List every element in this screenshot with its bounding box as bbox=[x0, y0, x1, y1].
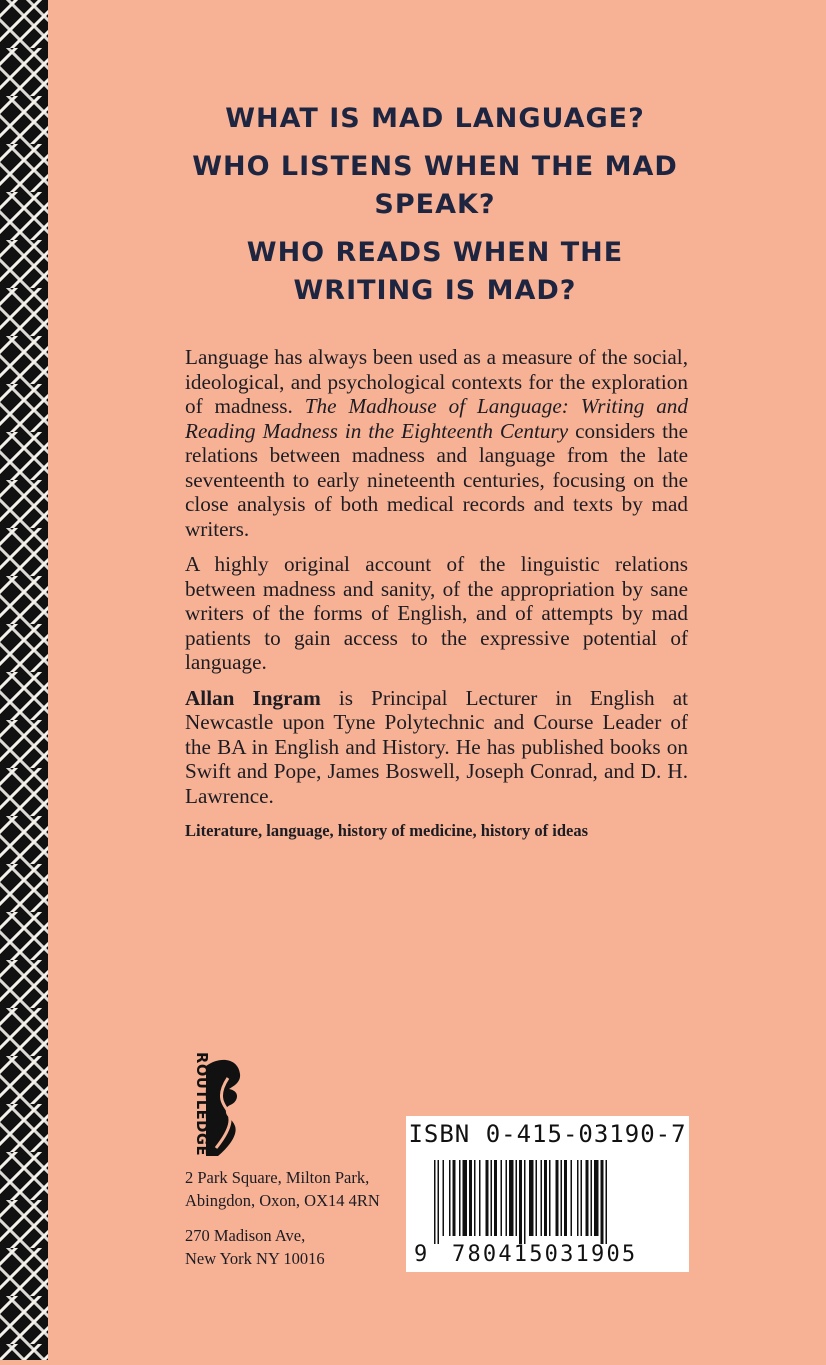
barcode-bar bbox=[556, 1160, 559, 1236]
barcode-bar bbox=[494, 1160, 497, 1236]
isbn-barcode-box bbox=[406, 1116, 689, 1272]
barcode-bar bbox=[501, 1160, 503, 1236]
address-us bbox=[185, 1224, 415, 1270]
svg-text:ROUTLEDGE: ROUTLEDGE bbox=[193, 1052, 211, 1159]
publisher-addresses bbox=[185, 1166, 415, 1282]
barcode-bar bbox=[541, 1160, 543, 1236]
barcode-bar bbox=[438, 1160, 440, 1244]
ean-digits: 780415031905 bbox=[452, 1242, 638, 1267]
barcode-bar bbox=[561, 1160, 563, 1236]
author-bio-text: is Principal Lecturer in English at Newcastle upon Tyne Polytechnic and Course Leader of the BA in English and History. He has published books on Swift and Pope, James Boswell, Joseph Conrad, and D. H. Lawrence. bbox=[185, 685, 688, 808]
address-line: Abingdon, Oxon, OX14 4RN bbox=[185, 1191, 380, 1210]
barcode-bar bbox=[529, 1160, 534, 1236]
subject-categories: Literature, language, history of medicine, history of ideas bbox=[185, 821, 588, 840]
isbn-label: ISBN 0-415-03190-7 bbox=[408, 1120, 687, 1148]
address-line: 270 Madison Ave, bbox=[185, 1226, 306, 1245]
barcode-bar bbox=[594, 1160, 599, 1236]
barcode-bar bbox=[459, 1160, 461, 1236]
address-uk bbox=[185, 1166, 415, 1212]
barcode-bar bbox=[606, 1160, 608, 1244]
barcode-bar bbox=[474, 1160, 476, 1236]
maze-pattern-graphic bbox=[0, 0, 48, 1360]
address-line: 2 Park Square, Milton Park, bbox=[185, 1168, 370, 1187]
description-paragraph bbox=[185, 345, 688, 541]
question-heading: WHO LISTENS WHEN THE MAD SPEAK? bbox=[192, 151, 678, 220]
barcode-bar bbox=[443, 1160, 445, 1236]
barcode-bar bbox=[509, 1160, 514, 1236]
barcode-bar bbox=[591, 1160, 593, 1236]
barcode-bar bbox=[463, 1160, 468, 1236]
barcode-bar bbox=[577, 1160, 579, 1236]
barcode-bar bbox=[469, 1160, 472, 1236]
barcode-bar bbox=[479, 1160, 481, 1236]
barcode-bar bbox=[453, 1160, 456, 1236]
barcode-bar bbox=[491, 1160, 493, 1236]
description-intro: Language has always been used as a measure of the social, ideological, and psychological contexts for the exploration of madness. bbox=[185, 345, 688, 418]
description-paragraph: A highly original account of the linguistic relations between madness and sanity, of the appropriation by sane writers of the forms of English, and of attempts by mad patients to gain access to the expressive potential of language. bbox=[185, 552, 688, 674]
spine-pattern bbox=[0, 0, 48, 1360]
ean-first-digit: 9 bbox=[414, 1242, 428, 1267]
barcode-bar bbox=[601, 1160, 604, 1244]
book-description bbox=[185, 345, 688, 855]
barcode-bar bbox=[544, 1160, 547, 1236]
barcode-bar bbox=[571, 1160, 573, 1236]
barcode-bar bbox=[581, 1160, 583, 1236]
question-heading: WHO READS WHEN THE WRITING IS MAD? bbox=[246, 237, 624, 306]
barcode-bar bbox=[516, 1160, 518, 1236]
address-line: New York NY 10016 bbox=[185, 1249, 325, 1268]
author-bio bbox=[185, 686, 688, 809]
barcode-bar bbox=[536, 1160, 538, 1236]
routledge-logo-icon bbox=[180, 1048, 260, 1160]
book-title: The Madhouse of Language: Writing and Reading Madness in the Eighteenth Century bbox=[185, 394, 688, 443]
barcode-bar bbox=[434, 1160, 436, 1244]
barcode-bar bbox=[449, 1160, 451, 1236]
barcode-bar bbox=[524, 1160, 526, 1244]
barcode-bar bbox=[486, 1160, 489, 1236]
barcode-bar bbox=[586, 1160, 589, 1236]
barcode-bar bbox=[506, 1160, 508, 1236]
routledge-logo bbox=[180, 1048, 260, 1160]
question-heading: WHAT IS MAD LANGUAGE? bbox=[225, 103, 645, 134]
barcode-bar bbox=[519, 1160, 522, 1244]
barcode-bar bbox=[549, 1160, 551, 1236]
barcode-bar bbox=[564, 1160, 567, 1236]
barcode-bars bbox=[434, 1160, 662, 1244]
description-rest: considers the relations between madness and language from the late seventeenth to early nineteenth centuries, focusing on the close analysis of both medical records and texts by mad writers. bbox=[185, 418, 688, 541]
cover-questions bbox=[180, 100, 690, 320]
author-name: Allan Ingram bbox=[185, 685, 321, 710]
